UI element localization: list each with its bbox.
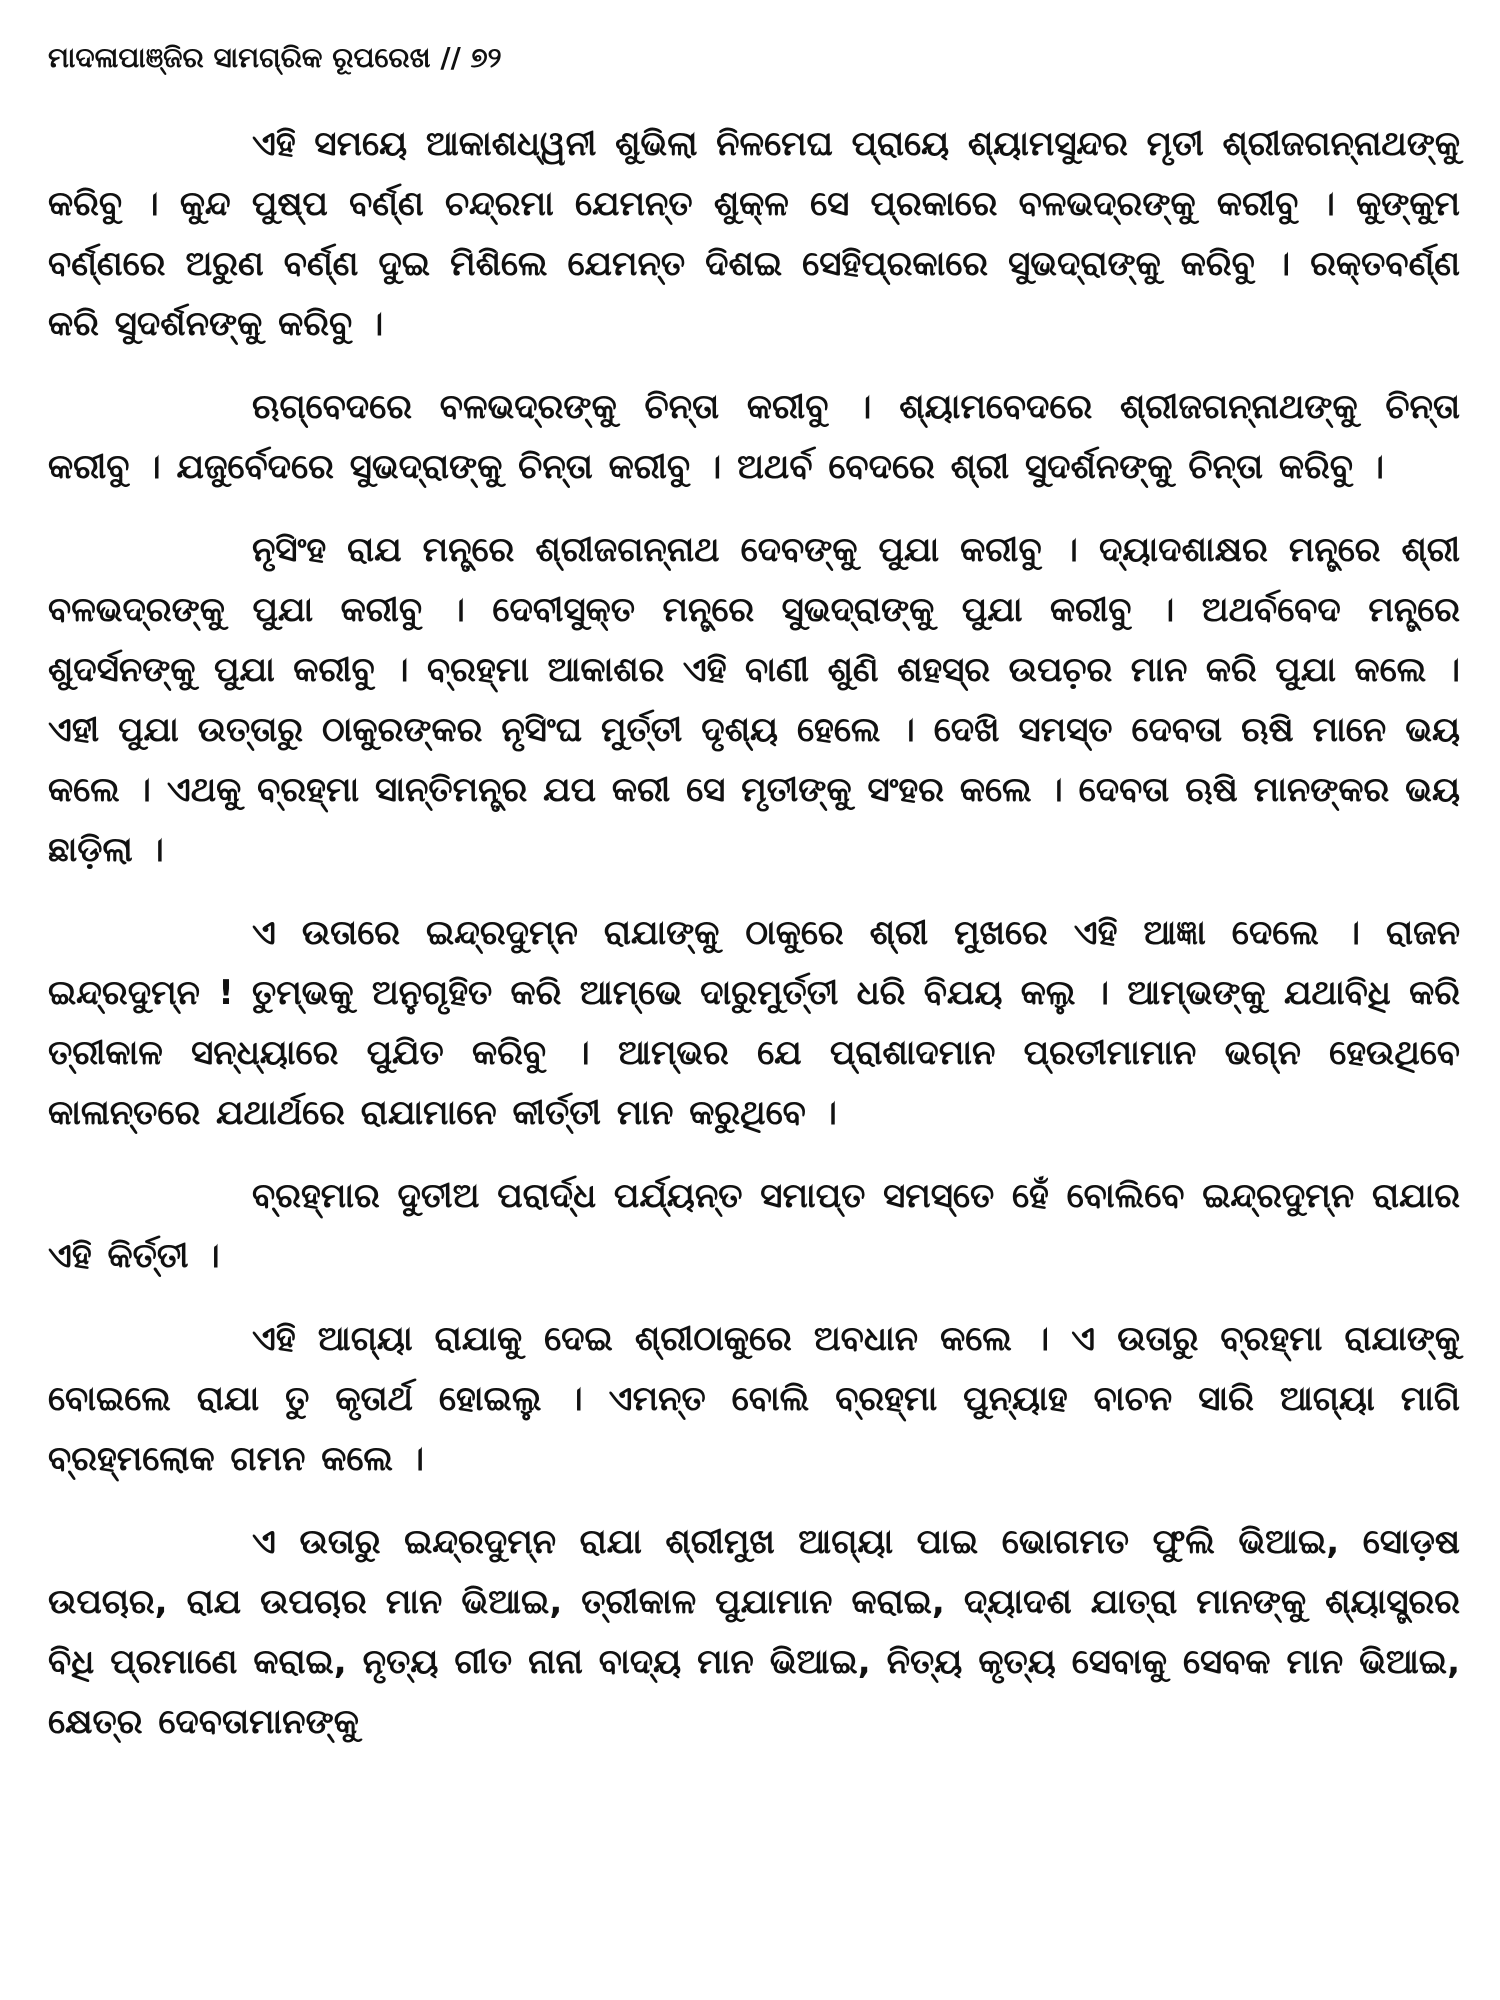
paragraph-5: ବ୍ରହ୍ମାର ଦୁତୀଅ ପରାର୍ଦ୍ଧ ପର୍ଯ୍ୟନ୍ତ ସମାପ୍ତ ସମସ୍ତେ ହେଁ ବୋଲିବେ ଇନ୍ଦ୍ରଦୁମ୍ନ ରାଯାର ଏହି କିର୍ତ୍ତୀ । [48, 1176, 1460, 1276]
paragraph-3: ନୃସିଂହ ରାଯ ମନ୍ତ୍ରେ ଶ୍ରୀଜଗନ୍ନାଥ ଦେବଙ୍କୁ ପୁଯା କରୀବୁ । ଦ୍ୟାଦଶାକ୍ଷର ମନ୍ତ୍ରେ ଶ୍ରୀ ବଳଭଦ୍ରଙ୍କୁ ପୁଯା କରୀବୁ । ଦେବୀସୁକ୍ତ ମନ୍ତ୍ରେ ସୁଭଦ୍ରାଙ୍କୁ ପୁଯା କରୀବୁ । ଅଥର୍ବବେଦ ମନ୍ତ୍ରେ ଶୁଦର୍ସନଙ୍କୁ ପୁଯା କରୀବୁ । ବ୍ରହ୍ମା ଆକାଶର ଏହି ବାଣୀ ଶୁଣି ଶହସ୍ର ଉପଚ଼ର ମାନ କରି ପୁଯା କଲେ । ଏହୀ ପୁଯା ଉତ୍ତାରୁ ଠାକୁରଙ୍କର ନୃସିଂଘ ମୁର୍ତ୍ତୀ ଦୃଶ୍ୟ ହେଲେ । ଦେଖି ସମସ୍ତ ଦେବତା ଋଷି ମାନେ ଭୟ କଲେ । ଏଥକୁ ବ୍ରହ୍ମା ସାନ୍ତିମନ୍ତ୍ର ଯପ କରୀ ସେ ମୃତୀଙ୍କୁ ସଂହର କଲେ । ଦେବତା ଋଷି ମାନଙ୍କର ଭୟ ଛାଡ଼ିଲା । [48, 530, 1460, 870]
paragraph-4: ଏ ଉତାରେ ଇନ୍ଦ୍ରଦୁମ୍ନ ରାଯାଙ୍କୁ ଠାକୁରେ ଶ୍ରୀ ମୁଖରେ ଏହି ଆଜ୍ଞା ଦେଲେ । ରାଜନ ଇନ୍ଦ୍ରଦୁମ୍ନ ! ତୁମ୍ଭକୁ ଅନୁଗୃହିତ କରି ଆମ୍ଭେ ଦାରୁମୁର୍ତ୍ତୀ ଧରି ବିଯୟ କଲୁ । ଆମ୍ଭଙ୍କୁ ଯଥାବିଧି କରି ତ୍ରୀକାଳ ସନ୍ଧ୍ୟାରେ ପୁଯିତ କରିବୁ । ଆମ୍ଭର ଯେ ପ୍ରାଶାଦମାନ ପ୍ରତୀମାମାନ ଭଗ୍ନ ହେଉଥିବେ କାଳାନ୍ତରେ ଯଥାର୍ଥରେ ରାଯାମାନେ କୀର୍ତ୍ତୀ ମାନ କରୁଥିବେ । [48, 913, 1460, 1133]
paragraph-1: ଏହି ସମୟେ ଆକାଶଧ୍ୱନୀ ଶୁଭିଲା ନିଳମେଘ ପ୍ରାୟେ ଶ୍ୟାମସୁନ୍ଦର ମୃତୀ ଶ୍ରୀଜଗନ୍ନାଥଙ୍କୁ କରିବୁ । କୁନ୍ଦ ପୁଷ୍ପ ବର୍ଣ୍ଣ ଚନ୍ଦ୍ରମା ଯେମନ୍ତ ଶୁକ୍ଳ ସେ ପ୍ରକାରେ ବଳଭଦ୍ରଙ୍କୁ କରୀବୁ । କୁଙ୍କୁମ ବର୍ଣ୍ଣରେ ଅରୁଣ ବର୍ଣ୍ଣ ଦୁଇ ମିଶିଲେ ଯେମନ୍ତ ଦିଶଇ ସେହିପ୍ରକାରେ ସୁଭଦ୍ରାଙ୍କୁ କରିବୁ । ରକ୍ତବର୍ଣ୍ଣ କରି ସୁଦର୍ଶନଙ୍କୁ କରିବୁ । [48, 124, 1460, 344]
body-text [48, 114, 1460, 1752]
running-header: ମାଦଳାପାଞ୍ଜିର ସାମଗ୍ରିକ ରୂପରେଖ // ୭୨ [48, 41, 502, 74]
paragraph-7: ଏ ଉତାରୁ ଇନ୍ଦ୍ରଦୁମ୍ନ ରାଯା ଶ୍ରୀମୁଖ ଆଗ୍ୟା ପାଇ ଭୋଗମତ ଫୁଲି ଭିଆଇ, ସୋଡ଼ଷ ଉପଚାର, ରାଯ ଉପଚାର ମାନ ଭିଆଇ, ତ୍ରୀକାଳ ପୁଯାମାନ କରାଇ, ଦ୍ୟାଦଶ ଯାତ୍ରା ମାନଙ୍କୁ ଶ୍ୟାସ୍ତ୍ରର ବିଧି ପ୍ରମାଣେ କରାଇ, ନୃତ୍ୟ ଗୀତ ନାନା ବାଦ୍ୟ ମାନ ଭିଆଇ, ନିତ୍ୟ କୃତ୍ୟ ସେବାକୁ ସେବକ ମାନ ଭିଆଇ, କ୍ଷେତ୍ର ଦେବତାମାନଙ୍କୁ [48, 1522, 1460, 1742]
paragraph-6: ଏହି ଆଗ୍ୟା ରାଯାକୁ ଦେଇ ଶ୍ରୀଠାକୁରେ ଅବଧାନ କଲେ । ଏ ଉତାରୁ ବ୍ରହ୍ମା ରାଯାଙ୍କୁ ବୋଇଲେ ରାଯା ତୁ କୃତାର୍ଥ ହୋଇଲୁ । ଏମନ୍ତ ବୋଲି ବ୍ରହ୍ମା ପୁନ୍ୟାହ ବାଚନ ସାରି ଆଗ୍ୟା ମାଗି ବ୍ରହ୍ମଲୋକ ଗମନ କଲେ । [48, 1319, 1460, 1479]
paragraph-2: ଋଗ୍‌ବେଦରେ ବଳଭଦ୍ରଙ୍କୁ ଚିନ୍ତା କରୀବୁ । ଶ୍ୟାମବେଦରେ ଶ୍ରୀଜଗନ୍ନାଥଙ୍କୁ ଚିନ୍ତା କରୀବୁ । ଯଜୁର୍ବେଦରେ ସୁଭଦ୍ରାଙ୍କୁ ଚିନ୍ତା କରୀବୁ । ଅଥର୍ବ ବେଦରେ ଶ୍ରୀ ସୁଦର୍ଶନଙ୍କୁ ଚିନ୍ତା କରିବୁ । [48, 387, 1460, 487]
